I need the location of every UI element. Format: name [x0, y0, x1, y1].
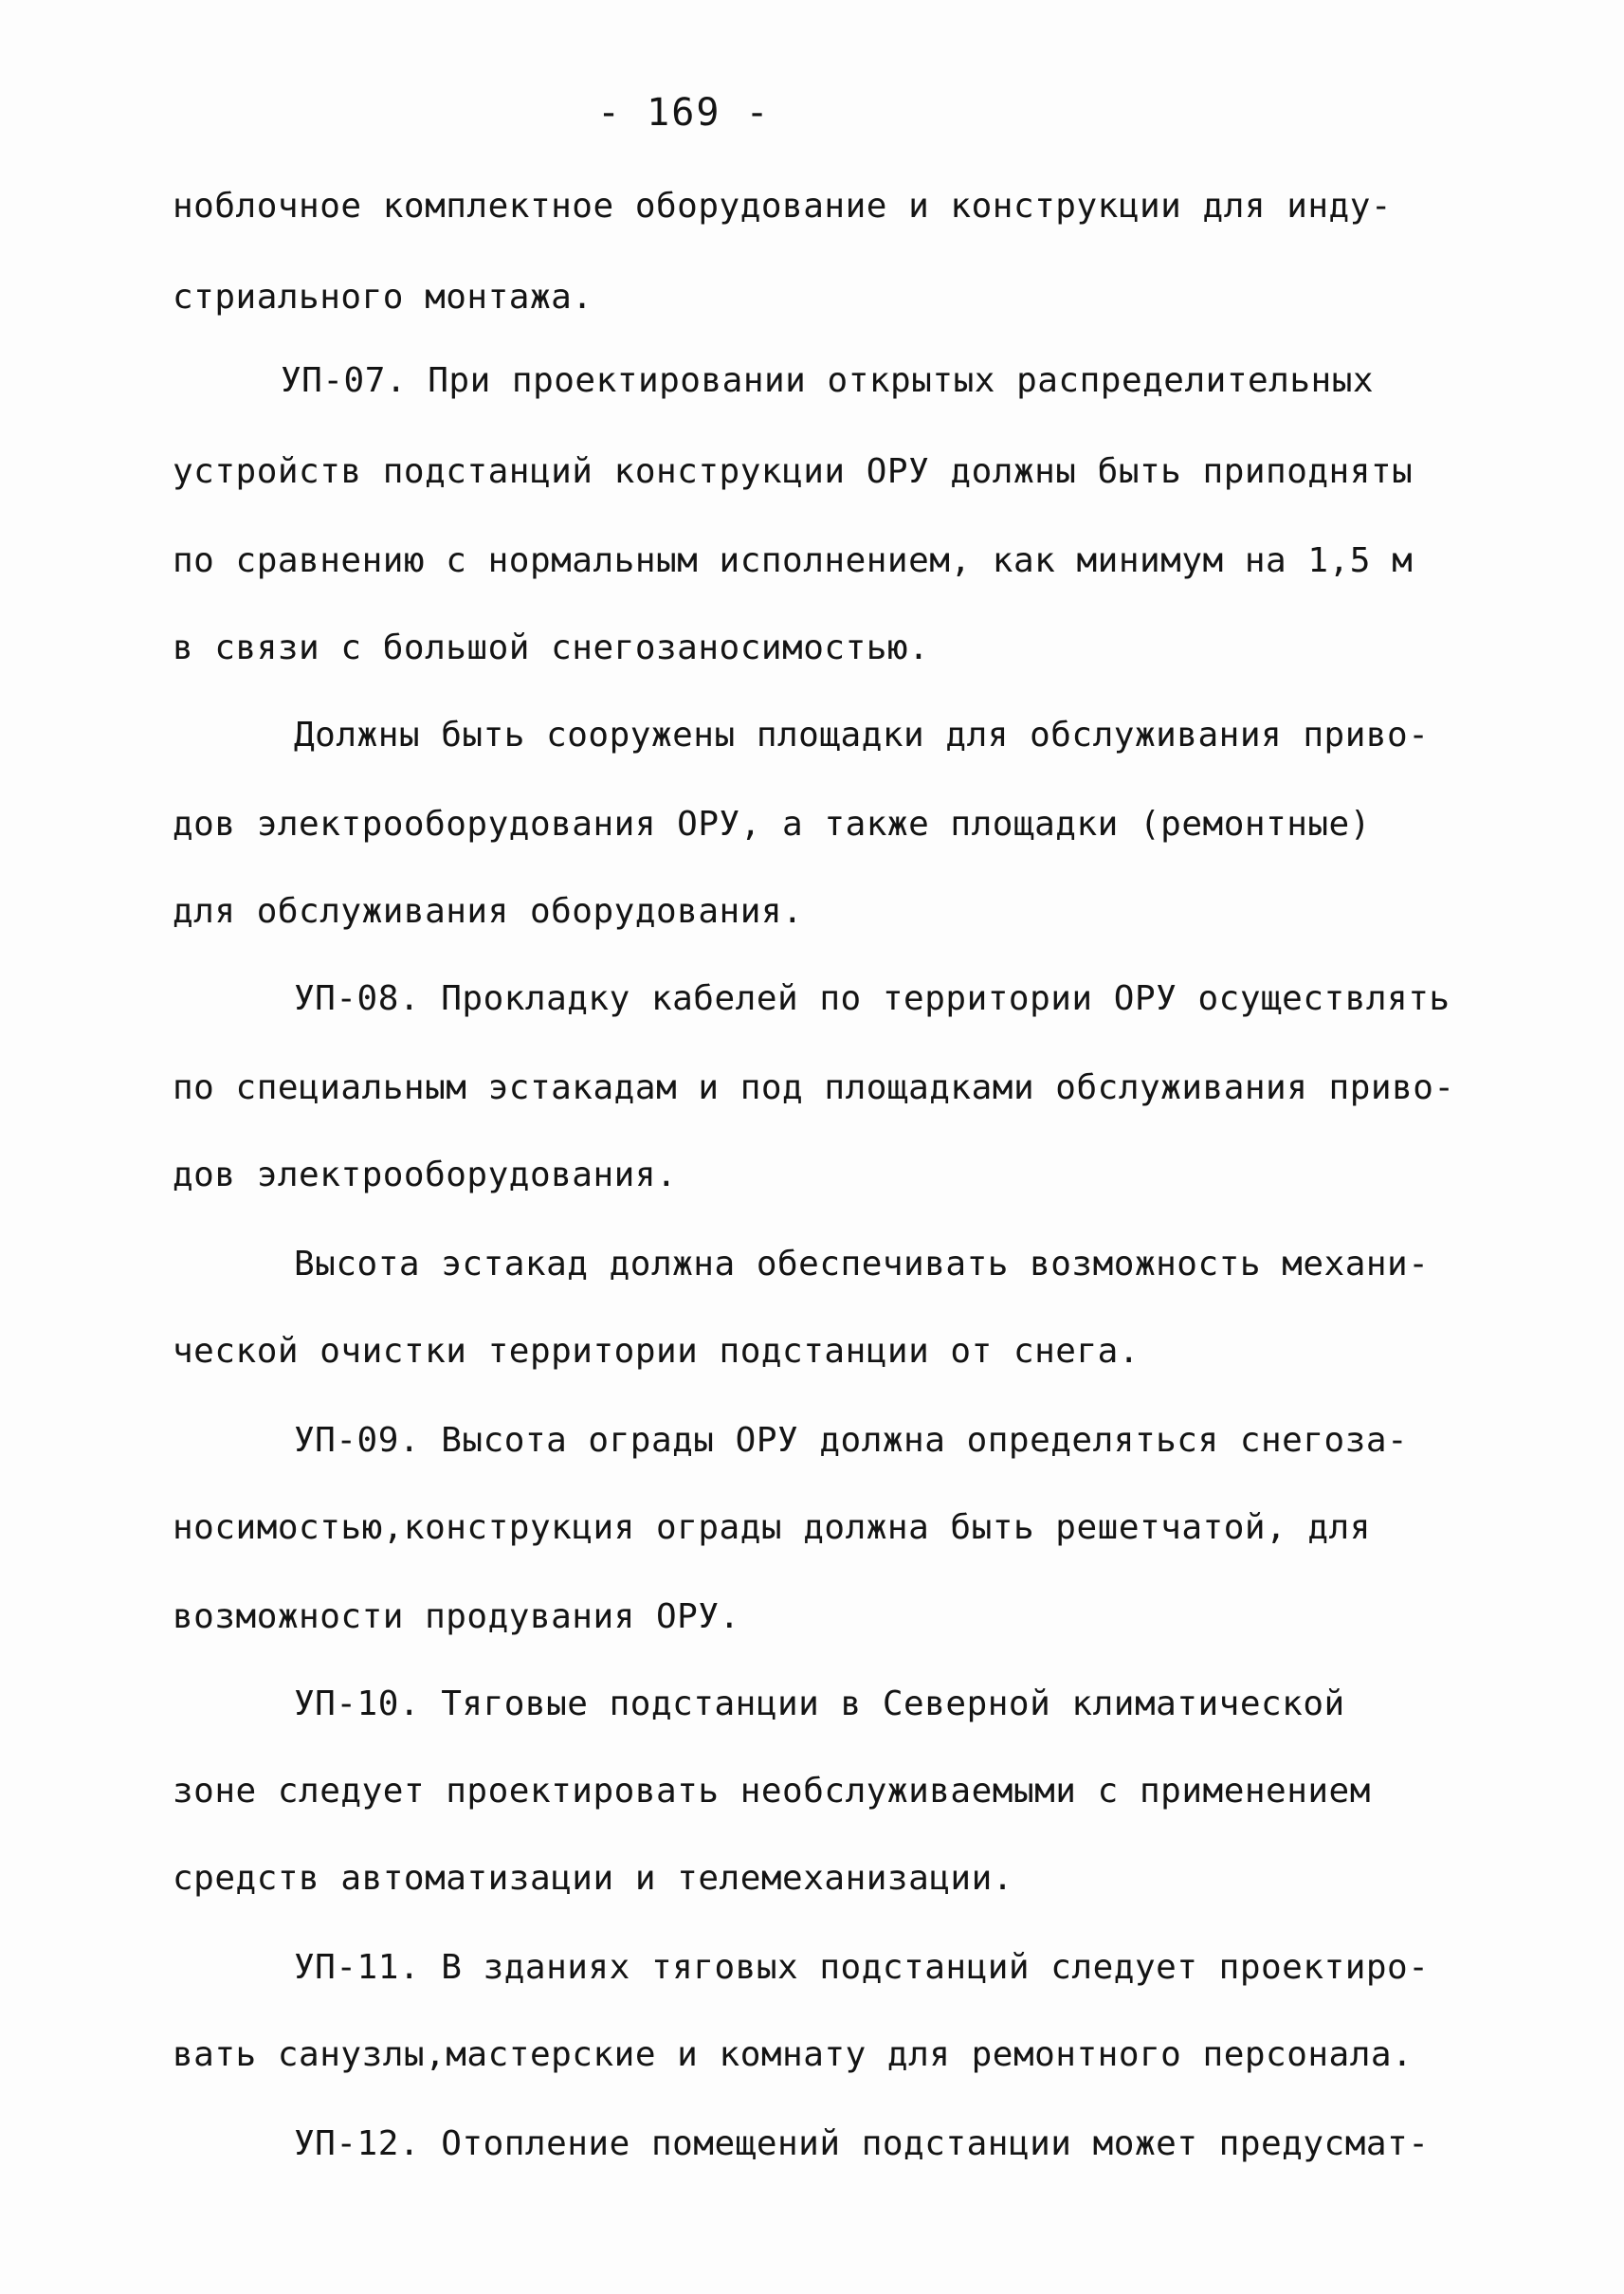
text-line: для обслуживания оборудования.	[173, 892, 804, 931]
text-line: в связи с большой снегозаносимостью.	[173, 628, 930, 667]
paragraph-heading-line: УП-11. В зданиях тяговых подстанций следует проектиро-	[294, 1948, 1430, 1987]
text-line: ноблочное комплектное оборудование и конструкции для инду-	[173, 187, 1393, 226]
paragraph-heading-line: УП-12. Отопление помещений подстанции может предусмат-	[294, 2124, 1430, 2163]
paragraph-heading-line: УП-07. При проектировании открытых распределительных	[281, 361, 1375, 400]
paragraph-heading-line: УП-08. Прокладку кабелей по территории ОРУ осуществлять	[294, 979, 1451, 1018]
text-line: дов электрооборудования.	[173, 1156, 678, 1194]
text-line: по специальным эстакадам и под площадками обслуживания приво-	[173, 1068, 1455, 1107]
text-line: возможности продувания ОРУ.	[173, 1597, 740, 1636]
text-line: средств автоматизации и телемеханизации.	[173, 1859, 1013, 1898]
paragraph-first-line: Должны быть сооружены площадки для обслуживания приво-	[294, 716, 1430, 755]
text-line: устройств подстанций конструкции ОРУ должны быть приподняты	[173, 452, 1414, 491]
text-line: стриального монтажа.	[173, 278, 593, 317]
paragraph-first-line: Высота эстакад должна обеспечивать возможность механи-	[294, 1245, 1430, 1284]
paragraph-heading-line: УП-10. Тяговые подстанции в Северной климатической	[294, 1684, 1345, 1723]
text-line: носимостью,конструкция ограды должна быть решетчатой, для	[173, 1508, 1371, 1547]
text-line: дов электрооборудования ОРУ, а также площадки (ремонтные)	[173, 805, 1371, 844]
text-line: зоне следует проектировать необслуживаемыми с применением	[173, 1772, 1371, 1811]
page-number: - 169 -	[597, 91, 771, 135]
text-line: ческой очистки территории подстанции от снега.	[173, 1332, 1140, 1371]
paragraph-heading-line: УП-09. Высота ограды ОРУ должна определяться снегоза-	[294, 1421, 1409, 1460]
text-line: вать санузлы,мастерские и комнату для ремонтного персонала.	[173, 2035, 1414, 2074]
text-line: по сравнению с нормальным исполнением, как минимум на 1,5 м	[173, 541, 1414, 580]
